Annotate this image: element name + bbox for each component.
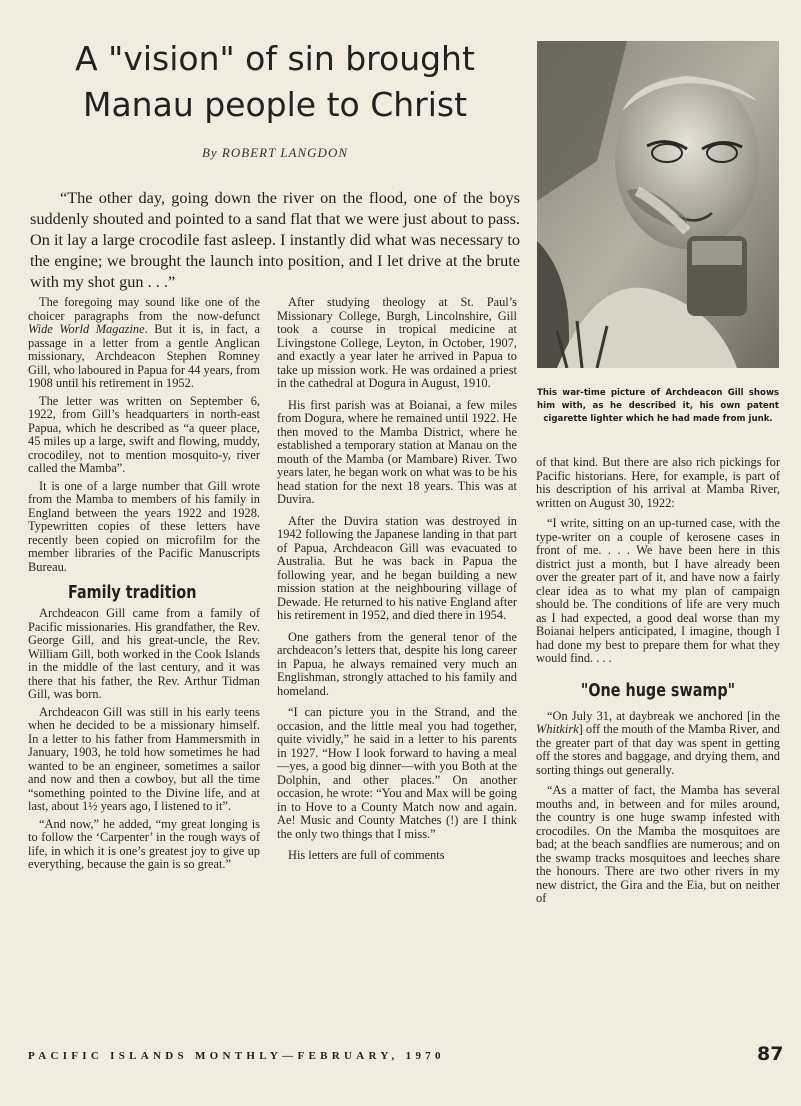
article-column-2	[277, 296, 517, 871]
paragraph: Archdeacon Gill came from a family of Pacific missionaries. His grandfather, the Rev. George Gill, and his great-uncle, the Rev. William Gill, both worked in the Cook Islands in the middle of the last century, and it was there that his father, the Rev. Arthur Tidman Gill, was born.	[28, 606, 260, 701]
section-heading: "One huge swamp"	[580, 680, 736, 701]
headline-line-2: Manau people to Christ	[82, 85, 468, 124]
magazine-title: Wide World Magazine	[28, 322, 145, 336]
paragraph: One gathers from the general tenor of the archdeacon’s letters that, despite his long career in Papua, he always remained very much an Englishman, strongly attached to his family and homeland.	[277, 629, 517, 698]
paragraph: The letter was written on September 6, 1922, from Gill’s headquarters in north-east Papua, which he described as “a queer place, 45 miles up a large, swift and flowing, muddy, crocodiley, not to mention mosquito-y, river called the Mamba”.	[28, 393, 260, 475]
paragraph: “I can picture you in the Strand, and the occasion, and the little meal you had together, quite vividly,” he said in a letter to his parents in 1927. “How I look forward to having a meal—yes, a good big dinner—with you Both at the Dolphin, and other places.” On another occasion, he wrote: “You and Max will be going in to Hove to a County Match now and again. Ae! Music and County Matches (!) are I think the only two things that I miss.”	[277, 705, 517, 841]
paragraph: After the Duvira station was destroyed in 1942 following the Japanese landing in that part of Papua, Archdeacon Gill was evacuated to Australia. But he was back in Papua the following year, and he began building a new mission station at the neighbouring village of Dewade. He returned to his native England after his retirement in 1952, and died there in 1954.	[277, 513, 517, 622]
running-footer: PACIFIC ISLANDS MONTHLY—FEBRUARY, 1970	[28, 1050, 445, 1062]
paragraph: of that kind. But there are also rich pickings for Pacific historians. Here, for example, is part of his description of his arrival at Mamba River, written on August 30, 1922:	[536, 455, 780, 510]
text-run: The foregoing may sound like one of the choicer paragraphs from the now-defunct	[28, 295, 260, 323]
ship-name: Whitkirk	[536, 722, 579, 736]
paragraph: His letters are full of comments	[288, 848, 445, 862]
photo-illustration	[537, 41, 779, 368]
article-column-3	[536, 456, 780, 913]
paragraph: After studying theology at St. Paul’s Missionary College, Burgh, Lincolnshire, Gill took a course in tropical medicine at Livingstone College, Leyton, in October, 1907, and exactly a year later he arrived in Papua to take up mission work. He was ordained a priest in the cathedral at Dogura in August, 1910.	[277, 295, 517, 390]
text-run: “On July 31, at daybreak we anchored [in the	[547, 708, 780, 723]
photo-caption: This war-time picture of Archdeacon Gill shows him with, as he described it, his own patent cigarette lighter which he had made from junk.	[537, 388, 779, 424]
paragraph	[536, 710, 780, 778]
paragraph	[28, 296, 260, 391]
byline: By ROBERT LANGDON	[201, 145, 349, 160]
headline-line-1: A "vision" of sin brought	[75, 39, 475, 78]
text-run: . But it is, in fact, a passage in a letter from a gentle Anglican missionary, Archdeacon Stephen Romney Gill, who laboured in Papua for 44 years, from 1908 until his retirement in 1952.	[28, 322, 260, 390]
paragraph: It is one of a large number that Gill wrote from the Mamba to members of his family in England between the years 1922 and 1928. Typewritten copies of these letters have recently been copied on microfilm for the member libraries of the Pacific Manuscripts Bureau.	[28, 478, 260, 574]
text-run: ] off the mouth of the Mamba River, and the greater part of that day was spent in getting off the stores and baggage, and drying them, and sorting things out generally.	[536, 722, 780, 777]
paragraph: “As a matter of fact, the Mamba has several mouths and, in between and for miles around, the country is one huge swamp infested with crocodiles. On the Mamba the mosquitoes are bad; at the beach sandflies are numerous; and on the swamp tracks mosquitoes and leeches share the honours. There are two other rivers in my new district, the Gira and the Eia, but on neither of	[536, 783, 780, 905]
article-headline	[30, 36, 520, 128]
page-number: 87	[757, 1043, 784, 1065]
paragraph: “I write, sitting on an up-turned case, with the type-writer on a couple of kerosene cases in front of me. . . . We have been here in this district just a month, but I have already been over the greater part of it, and have now a fairly clear idea as to what my plan of campaign should be. The conditions of life are very much as I had expected, a good deal worse than my Boianai helpers anticipated, I imagine, though I had done my best to prepare them for what they would find. . . .	[536, 516, 780, 665]
lead-quote: “The other day, going down the river on the flood, one of the boys suddenly shouted and pointed to a sand flat that we were just about to pass. On it lay a large crocodile fast asleep. I instantly did what was necessary to the engine; we brought the launch into position, and I let drive at the brute with my shot gun . . .”	[30, 188, 520, 291]
article-column-1	[28, 296, 260, 876]
archdeacon-photo	[537, 41, 779, 368]
section-heading: Family tradition	[68, 583, 197, 603]
paragraph: His first parish was at Boianai, a few miles from Dogura, where he remained until 1922. He then moved to the Mamba District, where he established a temporary station at Manau on the mouth of the Mamba (or Mambare) River. Two years later, he began work on what was to be his head station for the next 18 years. This was at Duvira.	[277, 397, 518, 506]
paragraph: Archdeacon Gill was still in his early teens when he decided to be a missionary himself. In a letter to his father from Hammersmith in January, 1903, he told how sometimes he had wanted to be an engineer, sometimes a sailor and now and then a cowboy, but all the time “something pointed to the Divine life, and at last, about 1½ years ago, I listened to it”.	[28, 704, 260, 813]
paragraph: “And now,” he added, “my great longing is to follow the ‘Carpenter’ in the rough ways of life, in which it is one’s greatest joy to give up everything, because the gain is so great.”	[28, 816, 260, 871]
